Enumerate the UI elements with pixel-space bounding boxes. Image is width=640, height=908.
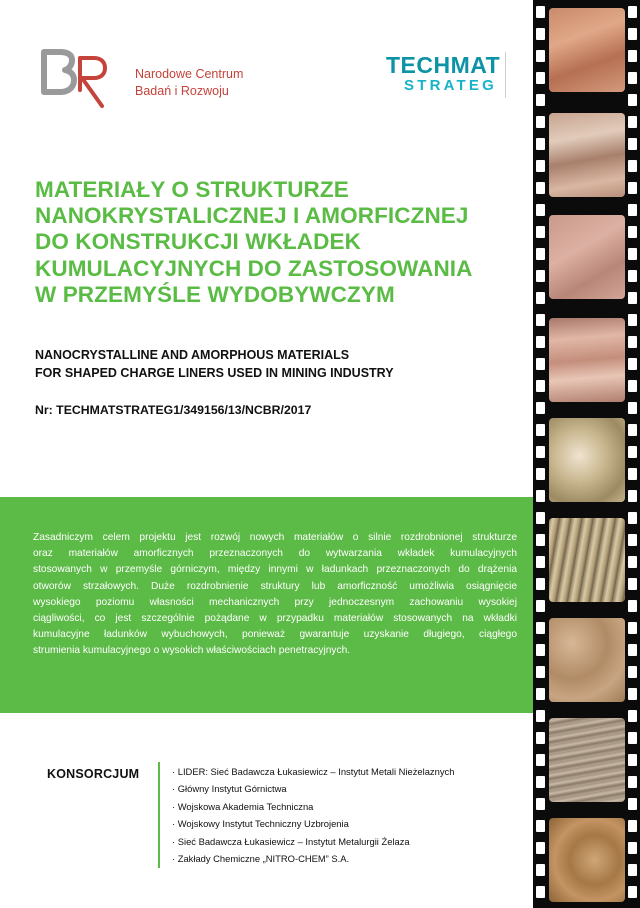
sprocket-hole	[536, 270, 545, 282]
ncbr-logo	[36, 44, 276, 114]
sprocket-hole	[536, 710, 545, 722]
sprocket-hole	[628, 688, 637, 700]
sprocket-hole	[628, 226, 637, 238]
sprocket-hole	[628, 50, 637, 62]
sprocket-hole	[536, 512, 545, 524]
sprocket-hole	[628, 710, 637, 722]
sprocket-hole	[628, 512, 637, 524]
sprocket-hole	[536, 292, 545, 304]
pink-copper-surface-photo	[549, 215, 625, 299]
title-english	[35, 346, 527, 382]
consortium-member: · LIDER: Sieć Badawcza Łukasiewicz – Instytut Metali Nieżelaznych	[172, 763, 454, 780]
sprocket-hole	[536, 138, 545, 150]
sprocket-hole	[536, 6, 545, 18]
sprocket-hole	[628, 820, 637, 832]
sprocket-hole	[536, 776, 545, 788]
sprocket-hole	[536, 72, 545, 84]
sprocket-hole	[628, 402, 637, 414]
sprocket-hole	[536, 204, 545, 216]
title-english-line: FOR SHAPED CHARGE LINERS USED IN MINING INDUSTRY	[35, 366, 394, 380]
sprocket-hole	[628, 182, 637, 194]
consortium-member: · Wojskowa Akademia Techniczna	[172, 798, 454, 815]
sprocket-hole	[536, 798, 545, 810]
consortium-divider	[158, 762, 160, 868]
sprocket-hole	[628, 842, 637, 854]
description-line: Zasadniczym celem projektu jest rozwój nowych materiałów o silnie rozdrobnionej strukturze	[33, 532, 517, 543]
streaked-metal-surface-photo	[549, 518, 625, 602]
sprocket-hole	[628, 292, 637, 304]
sprocket-hole	[536, 402, 545, 414]
techmatstrateg-logo	[384, 50, 510, 102]
sprocket-hole	[628, 600, 637, 612]
sprocket-hole	[536, 556, 545, 568]
sprocket-hole	[536, 314, 545, 326]
sprocket-hole	[536, 732, 545, 744]
sprocket-hole	[536, 600, 545, 612]
sprocket-hole	[628, 556, 637, 568]
description-line: wysokiego poziomu własności mechanicznych przy jednoczesnym zachowaniu wysokiej	[33, 596, 517, 608]
techmat-wordmark: TECHMAT	[386, 52, 501, 78]
sprocket-hole	[536, 886, 545, 898]
sprocket-hole	[628, 138, 637, 150]
sprocket-hole	[536, 182, 545, 194]
sprocket-hole	[628, 72, 637, 84]
sprocket-hole	[536, 50, 545, 62]
sprocket-hole	[536, 248, 545, 260]
consortium-member: · Główny Instytut Górnictwa	[172, 780, 454, 797]
sprocket-hole	[628, 864, 637, 876]
sprocket-hole	[536, 842, 545, 854]
sprocket-hole	[536, 622, 545, 634]
sprocket-hole	[628, 622, 637, 634]
consortium-member: · Zakłady Chemiczne „NITRO-CHEM” S.A.	[172, 850, 454, 867]
consortium-member: · Wojskowy Instytut Techniczny Uzbrojenia	[172, 815, 454, 832]
sprocket-hole	[536, 380, 545, 392]
description-line: kumulacyjne ładunków wybuchowych, ponieważ gwarantuje uzyskanie długiego, ciągłego	[33, 629, 517, 641]
sprocket-hole	[536, 28, 545, 40]
sprocket-hole	[628, 358, 637, 370]
sprocket-hole	[536, 644, 545, 656]
coarse-granular-microstructure-photo	[549, 818, 625, 902]
consortium-heading: KONSORCJUM	[47, 767, 140, 781]
sprocket-hole	[628, 776, 637, 788]
sprocket-hole	[536, 226, 545, 238]
copper-surface-photo	[549, 8, 625, 92]
granular-microstructure-photo	[549, 618, 625, 702]
sprocket-hole	[536, 578, 545, 590]
sprocket-hole	[628, 468, 637, 480]
sprocket-hole	[536, 116, 545, 128]
sprocket-hole	[536, 864, 545, 876]
description-line: oraz materiałów amorficznych przeznaczonych do wytwarzania wkładek kumulacyjnych	[33, 548, 517, 560]
sprocket-hole	[628, 644, 637, 656]
logo-divider	[505, 52, 506, 98]
sprocket-hole	[536, 424, 545, 436]
title-polish-line: KUMULACYJNYCH DO ZASTOSOWANIA	[35, 255, 473, 281]
sprocket-hole	[628, 380, 637, 392]
sprocket-hole	[536, 666, 545, 678]
sprocket-hole	[628, 666, 637, 678]
sprocket-hole	[536, 160, 545, 172]
sprocket-hole	[536, 468, 545, 480]
beige-microstructure-photo	[549, 418, 625, 502]
sprocket-hole	[628, 336, 637, 348]
sprocket-hole	[536, 336, 545, 348]
sprocket-hole	[628, 6, 637, 18]
ncbr-name-line1: Narodowe Centrum	[135, 67, 244, 81]
sprocket-hole	[628, 94, 637, 106]
sprocket-hole	[628, 534, 637, 546]
sprocket-hole	[628, 248, 637, 260]
title-polish-line: NANOKRYSTALICZNEJ I AMORFICZNEJ	[35, 203, 469, 229]
sprocket-hole	[628, 446, 637, 458]
title-polish-line: MATERIAŁY O STRUKTURZE	[35, 177, 349, 202]
sprocket-hole	[628, 270, 637, 282]
sprocket-hole	[628, 424, 637, 436]
sprocket-hole	[628, 116, 637, 128]
sprocket-hole	[628, 160, 637, 172]
film-strip	[533, 0, 640, 908]
consortium-member: · Sieć Badawcza Łukasiewicz – Instytut Metalurgii Żelaza	[172, 833, 454, 850]
sprocket-hole	[536, 534, 545, 546]
sprocket-hole	[536, 688, 545, 700]
title-polish	[35, 177, 527, 308]
sprocket-hole	[628, 578, 637, 590]
ncbr-br-mark	[36, 44, 128, 114]
sprocket-hole	[628, 490, 637, 502]
sprocket-hole	[536, 94, 545, 106]
sprocket-hole	[628, 886, 637, 898]
title-english-line: NANOCRYSTALLINE AND AMORPHOUS MATERIALS	[35, 348, 350, 362]
ncbr-name	[135, 66, 243, 100]
description-line: ciągliwości, co jest szczególnie pożądane w przypadku materiałów stosowanych na wkładki	[33, 613, 517, 625]
sprocket-hole	[628, 732, 637, 744]
polished-copper-surface-photo	[549, 318, 625, 402]
description-line: stosowanych w przemyśle górniczym, między innymi w ładunkach przeznaczonych do drążenia	[33, 564, 517, 576]
sprocket-hole	[536, 446, 545, 458]
sprocket-hole	[628, 798, 637, 810]
grey-brown-microstructure-photo	[549, 718, 625, 802]
description-line: strumienia kumulacyjnego o wysokich właściwościach penetracyjnych.	[33, 645, 351, 657]
project-number: Nr: TECHMATSTRATEG1/349156/13/NCBR/2017	[35, 403, 312, 417]
project-description	[33, 530, 517, 660]
sprocket-hole	[536, 490, 545, 502]
sprocket-hole	[628, 754, 637, 766]
sprocket-hole	[536, 820, 545, 832]
title-polish-line: W PRZEMYŚLE WYDOBYWCZYM	[35, 281, 395, 307]
strateg-wordmark: STRATEG	[404, 77, 497, 94]
sprocket-hole	[628, 204, 637, 216]
etched-copper-surface-photo	[549, 113, 625, 197]
sprocket-hole	[628, 28, 637, 40]
ncbr-name-line2: Badań i Rozwoju	[135, 84, 229, 98]
sprocket-hole	[536, 754, 545, 766]
sprocket-hole	[536, 358, 545, 370]
description-line: otworów strzałowych. Duże rozdrobnienie struktury lub amorficzność umożliwia osiągnięcie	[33, 580, 517, 592]
sprocket-hole	[628, 314, 637, 326]
consortium-list	[172, 763, 454, 867]
title-polish-line: DO KONSTRUKCJI WKŁADEK	[35, 229, 361, 255]
